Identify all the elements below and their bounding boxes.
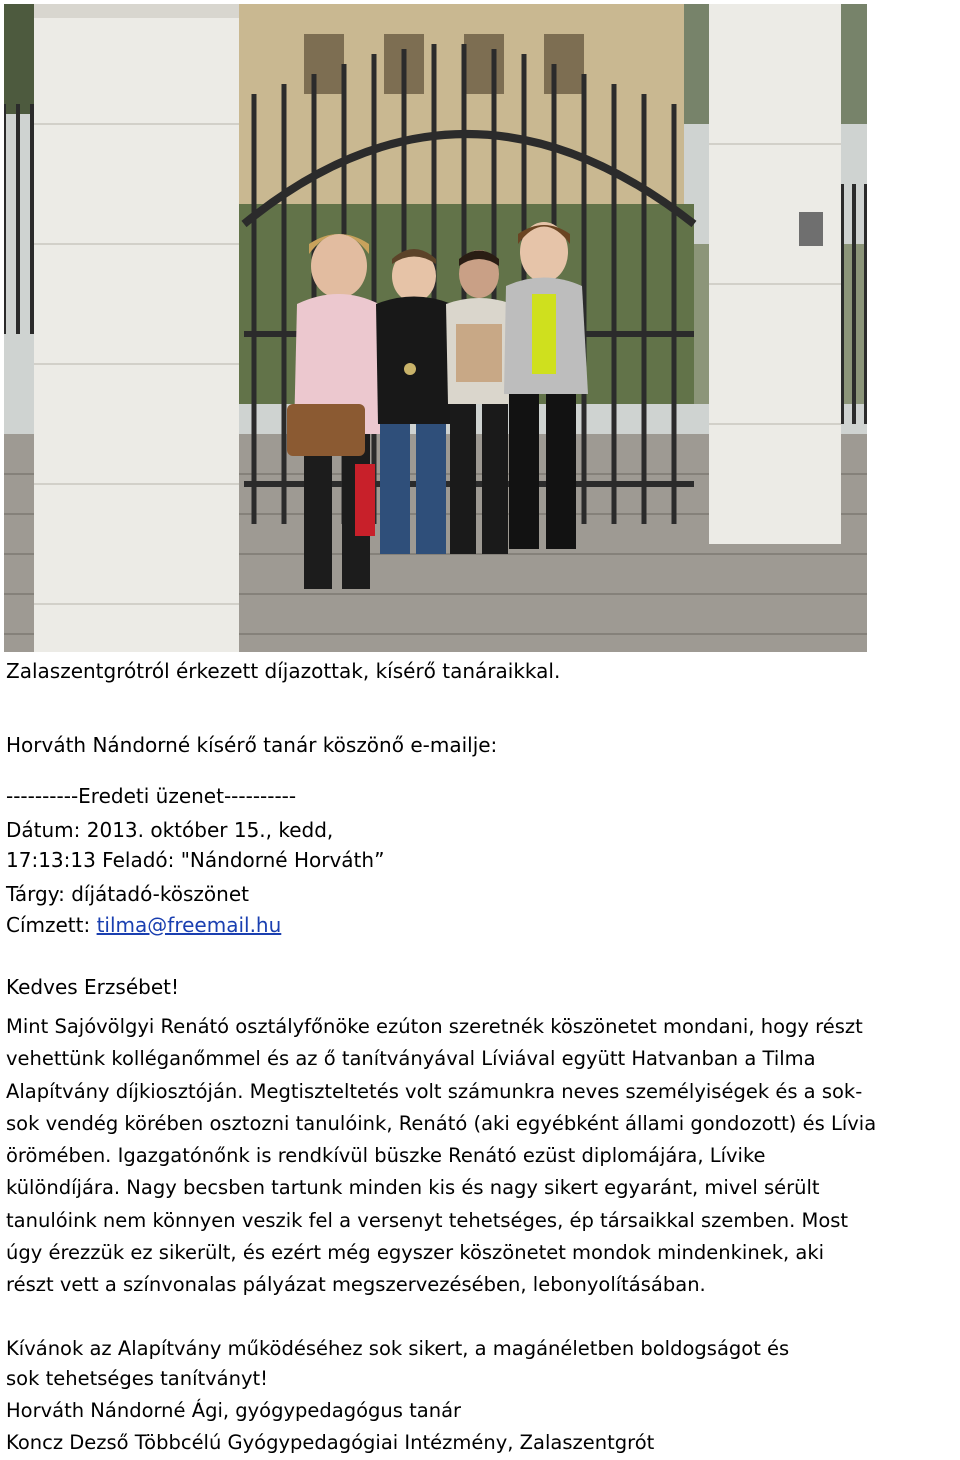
recipient-email-link[interactable]: tilma@freemail.hu: [96, 913, 282, 937]
email-body: [6, 1011, 958, 1302]
body-line: részt vett a színvonalas pályázat megszervezésében, lebonyolításában.: [6, 1273, 706, 1297]
signature-name: Horváth Nándorné Ági, gyógypedagógus tanár: [6, 1399, 462, 1422]
closing-wishes: [6, 1334, 958, 1394]
photo-caption: Zalaszentgrótról érkezett díjazottak, kísérő tanáraikkal.: [6, 659, 561, 683]
greeting: Kedves Erzsébet!: [6, 975, 179, 999]
email-date: Dátum: 2013. október 15., kedd,: [6, 818, 334, 842]
closing-line: sok tehetséges tanítványt!: [6, 1367, 268, 1390]
signature-institution: Koncz Dezső Többcélú Gyógypedagógiai Intézmény, Zalaszentgrót: [6, 1431, 655, 1454]
email-subject: Tárgy: díjátadó-köszönet: [6, 882, 249, 906]
body-line: vehettünk kolléganőmmel és az ő tanítványával Líviával együtt Hatvanban a Tilma: [6, 1047, 816, 1071]
body-line: úgy érezzük ez sikerült, és ezért még egyszer köszönetet mondok mindenkinek, aki: [6, 1241, 825, 1265]
recipient-label: Címzett:: [6, 913, 97, 937]
email-recipient: [6, 913, 281, 937]
body-line: Mint Sajóvölgyi Renátó osztályfőnöke ezúton szeretnék köszönetet mondani, hogy részt: [6, 1015, 863, 1038]
body-line: sok vendég körében osztozni tanulóink, Renátó (aki egyébként állami gondozott) és Lívia: [6, 1111, 877, 1135]
email-intro: Horváth Nándorné kísérő tanár köszönő e-mailje:: [6, 733, 498, 757]
group-photo: [4, 4, 867, 652]
closing-line: Kívánok az Alapítvány működéséhez sok sikert, a magánéletben boldogságot és: [6, 1337, 790, 1360]
body-line: különdíjára. Nagy becsben tartunk minden kis és nagy sikert egyaránt, mivel sérült: [6, 1176, 820, 1200]
email-time-sender: 17:13:13 Feladó: "Nándorné Horváth”: [6, 848, 385, 872]
body-line: örömében. Igazgatónőnk is rendkívül büszke Renátó ezüst diplomájára, Lívike: [6, 1144, 766, 1168]
original-message-marker: ----------Eredeti üzenet----------: [6, 784, 297, 808]
body-line: Alapítvány díjkiosztóján. Megtiszteltetés volt számunkra neves személyiségek és a sok-: [6, 1079, 863, 1103]
body-line: tanulóink nem könnyen veszik fel a versenyt tehetséges, ép társaikkal szemben. Most: [6, 1208, 849, 1232]
